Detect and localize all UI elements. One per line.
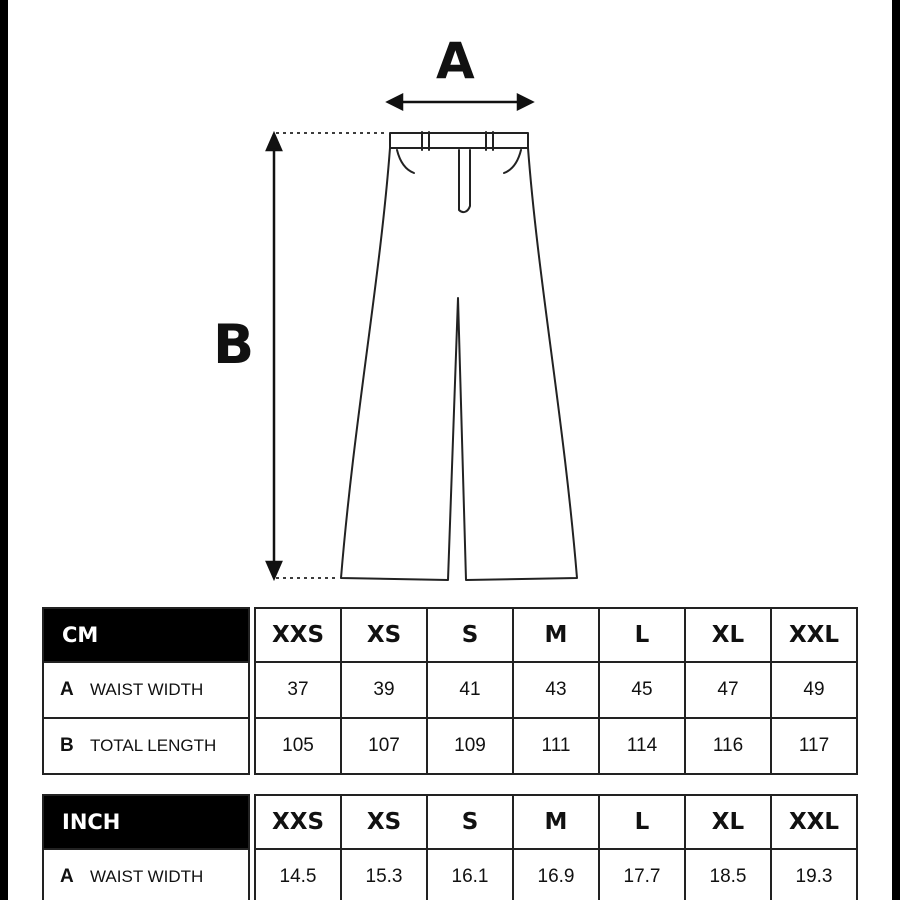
dimension-label-a: A <box>436 32 475 90</box>
table-cell: 47 <box>685 662 771 718</box>
size-header: M <box>513 795 599 849</box>
arrow-head-right <box>518 95 532 109</box>
table-cell: 116 <box>685 718 771 774</box>
size-header: XXL <box>771 795 857 849</box>
table-cell: 19.3 <box>771 849 857 900</box>
arrow-head-down <box>267 562 281 578</box>
table-cell: 45 <box>599 662 685 718</box>
size-header: M <box>513 608 599 662</box>
size-header: XL <box>685 795 771 849</box>
table-cell: 39 <box>341 662 427 718</box>
size-header: S <box>427 608 513 662</box>
measurement-code: A <box>60 679 74 700</box>
table-cell: 43 <box>513 662 599 718</box>
unit-label: CM <box>43 608 249 662</box>
arrow-head-left <box>388 95 402 109</box>
table-row <box>43 849 857 900</box>
size-header: XXL <box>771 608 857 662</box>
table-cell: 14.5 <box>255 849 341 900</box>
table-row <box>43 662 857 718</box>
table-cell: 16.1 <box>427 849 513 900</box>
size-header: XS <box>341 795 427 849</box>
table-cell: 16.9 <box>513 849 599 900</box>
size-table-inch <box>42 794 858 900</box>
unit-label: INCH <box>43 795 249 849</box>
header-row <box>43 795 857 849</box>
pants-diagram <box>8 0 892 600</box>
measurement-code: B <box>60 735 74 756</box>
table-row <box>43 718 857 774</box>
dimension-label-b: B <box>213 313 255 376</box>
table-cell: 109 <box>427 718 513 774</box>
waistband <box>390 133 528 148</box>
table-cell: 111 <box>513 718 599 774</box>
size-header: XXS <box>255 795 341 849</box>
arrow-head-up <box>267 134 281 150</box>
pocket-left <box>397 150 414 173</box>
measurement-label <box>43 662 249 718</box>
table-cell: 37 <box>255 662 341 718</box>
table-cell: 49 <box>771 662 857 718</box>
table-cell: 17.7 <box>599 849 685 900</box>
table-cell: 15.3 <box>341 849 427 900</box>
measurement-name: WAIST WIDTH <box>90 867 204 886</box>
table-cell: 18.5 <box>685 849 771 900</box>
table-cell: 105 <box>255 718 341 774</box>
size-guide-page <box>8 0 892 900</box>
fly-stitch <box>459 150 470 212</box>
table-cell: 117 <box>771 718 857 774</box>
pants-outline <box>341 148 577 580</box>
measurement-name: WAIST WIDTH <box>90 680 204 699</box>
measurement-name: TOTAL LENGTH <box>90 736 217 755</box>
size-table-cm <box>42 607 858 775</box>
table-cell: 41 <box>427 662 513 718</box>
size-header: L <box>599 795 685 849</box>
size-header: L <box>599 608 685 662</box>
size-header: XS <box>341 608 427 662</box>
size-header: XXS <box>255 608 341 662</box>
measurement-code: A <box>60 866 74 887</box>
table-cell: 114 <box>599 718 685 774</box>
pocket-right <box>504 150 521 173</box>
size-header: XL <box>685 608 771 662</box>
table-cell: 107 <box>341 718 427 774</box>
measurement-label <box>43 849 249 900</box>
size-header: S <box>427 795 513 849</box>
measurement-label <box>43 718 249 774</box>
header-row <box>43 608 857 662</box>
